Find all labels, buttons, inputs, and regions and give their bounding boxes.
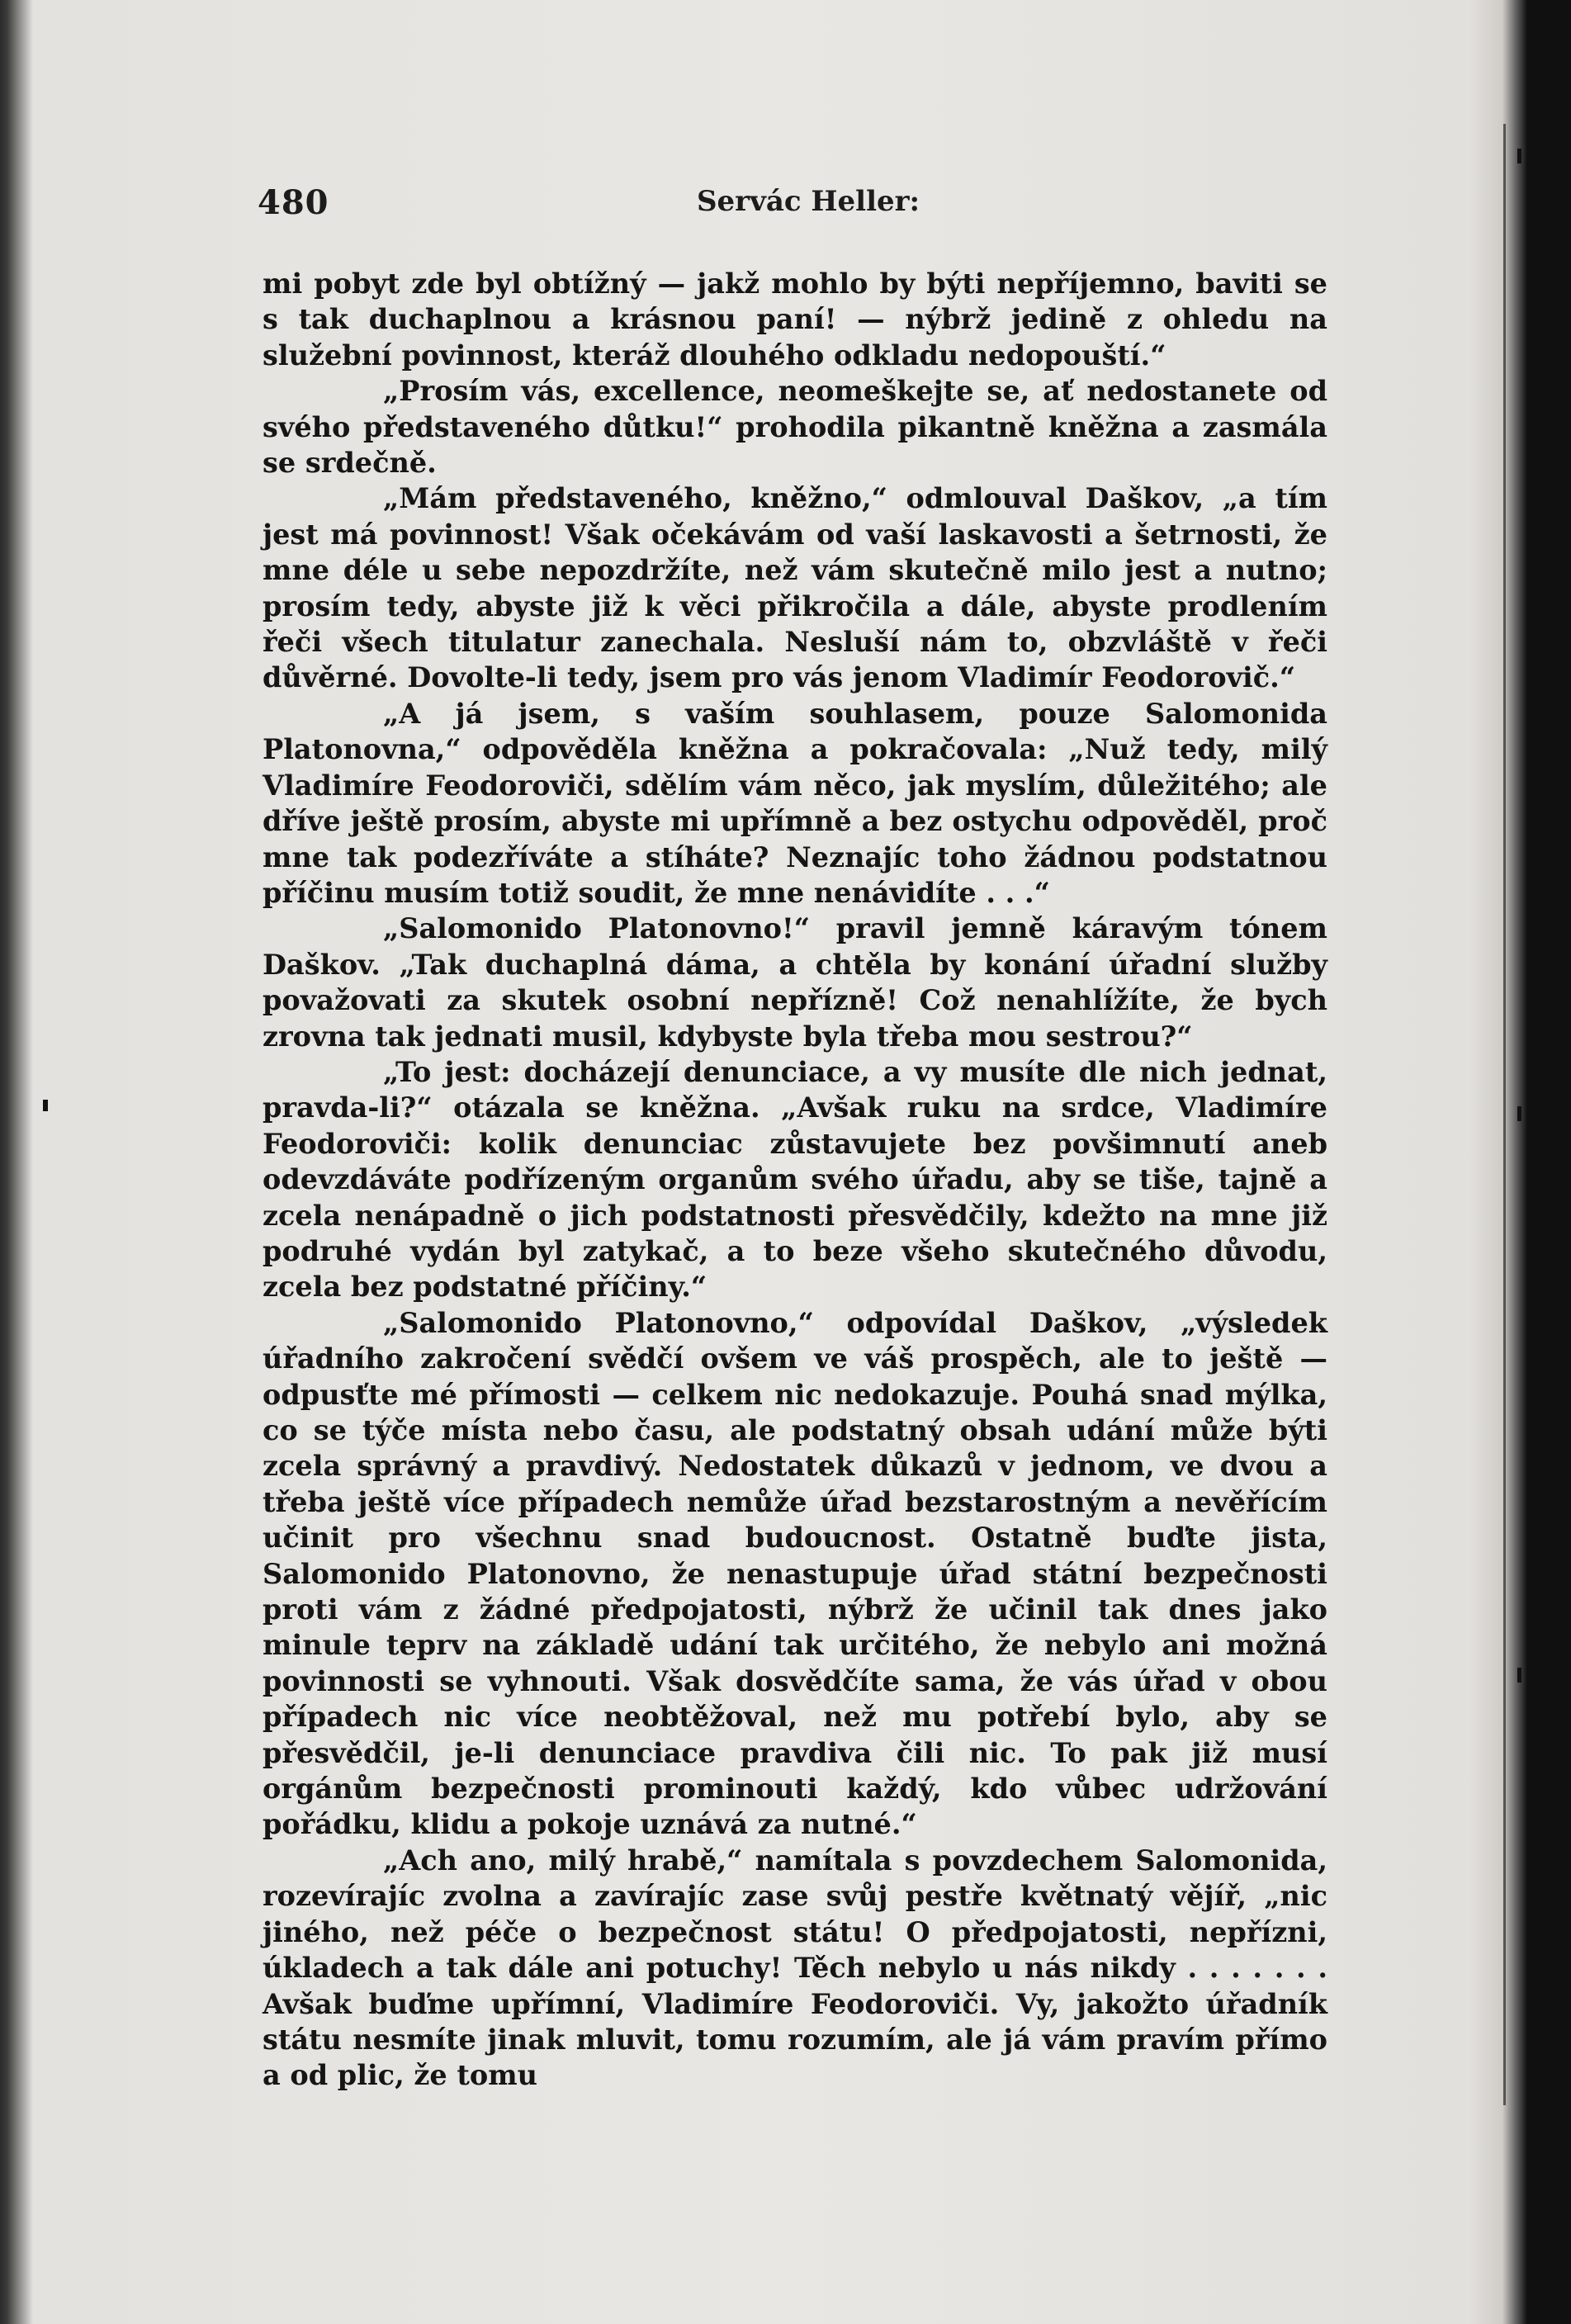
binding-mark [1517, 1106, 1521, 1121]
paragraph: „Mám představeného, kněžno,“ odmlouval Daškov, „a tím jest má povinnost! Však očekávám od vaší laskavosti a šetrnosti, že mne déle u sebe nepozdržíte, než vám skutečně milo jest a nutno; prosím tedy, abyste již k věci přikročila a dále, abyste prodlením řeči všech titulatur zanechala. Nesluší nám to, obzvláště v řeči důvěrné. Dovolte-li tedy, jsem pro vás jenom Vladimír Feodorovič.“ [263, 482, 1327, 694]
paragraph: „A já jsem, s vaším souhlasem, pouze Salomonida Platonovna,“ odpověděla kněžna a pokračovala: „Nuž tedy, milý Vladimíre Feodoroviči, sdělím vám něco, jak myslím, důležitého; ale dříve ještě prosím, abyste mi upřímně a bez ostychu odpověděl, proč mne tak podezříváte a stíháte? Neznajíc toho žádnou podstatnou příčinu musím totiž soudit, že mne nenávidíte . . .“ [263, 697, 1327, 909]
paragraph: „Salomonido Platonovno,“ odpovídal Daškov, „výsledek úřadního zakročení svědčí ovšem ve váš prospěch, ale to ještě — odpusťte mé přímosti — celkem nic nedokazuje. Pouhá snad mýlka, co se týče místa nebo času, ale podstatný obsah udání může býti zcela správný a pravdivý. Nedostatek důkazů v jednom, ve dvou a třeba ještě více případech nemůže úřad bezstarostným a nevěřícím učinit pro všechnu snad budoucnost. Ostatně buďte jista, Salomonido Platonovno, že nenastupuje úřad státní bezpečnosti proti vám z žádné předpojatosti, nýbrž že učinil tak dnes jako minule teprv na základě udání tak určitého, že nebylo ani možná povinnosti se vyhnouti. Však dosvědčíte sama, že vás úřad v obou případech nic více neobtěžoval, než mu potřebí bylo, aby se přesvědčil, je-li denunciace pravdiva čili nic. To pak již musí orgánům bezpečnosti prominouti každý, kdo vůbec udržování pořádku, klidu a pokoje uznává za nutné.“ [263, 1306, 1327, 1841]
paragraph: „Ach ano, milý hrabě,“ namítala s povzdechem Salomonida, rozevírajíc zvolna a zavírajíc zase svůj pestře květnatý vějíř, „nic jiného, než péče o bezpečnost státu! O předpojatosti, nepřízni, úkladech a tak dále ani potuchy! Těch nebylo u nás nikdy . . . . . . . Avšak buďme upřímní, Vladimíre Feodoroviči. Vy, jakožto úřadník státu nesmíte jinak mluvit, tomu rozumím, ale já vám pravím přímo a od plic, že tomu [263, 1844, 1327, 2092]
paragraph: „Prosím vás, excellence, neomeškejte se, ať nedostanete od svého představeného důtku!“ prohodila pikantně kněžna a zasmála se srdečně. [263, 375, 1327, 480]
paragraph: „To jest: docházejí denunciace, a vy musíte dle nich jednat, pravda-li?“ otázala se kněžna. „Avšak ruku na srdce, Vladimíre Feodoroviči: kolik denunciac zůstavujete bez povšimnutí aneb odevzdáváte podřízeným organům svého úřadu, aby se tiše, tajně a zcela nenápadně o jich podstatnosti přesvědčily, kdežto na mne již podruhé vydán byl zatykač, a to beze všeho skutečného důvodu, zcela bez podstatné příčiny.“ [263, 1055, 1327, 1304]
running-title: Servác Heller: [697, 185, 920, 218]
paragraph: „Salomonido Platonovno!“ pravil jemně káravým tónem Daškov. „Tak duchaplná dáma, a chtěla by konání úřadní služby považovati za skutek osobní nepřízně! Což nenahlížíte, že bych zrovna tak jednati musil, kdybyste byla třeba mou sestrou?“ [263, 912, 1327, 1053]
body-text [263, 266, 1327, 2094]
binding-mark [1517, 149, 1521, 163]
paragraph: mi pobyt zde byl obtížný — jakž mohlo by býti nepříjemno, baviti se s tak duchaplnou a krásnou paní! — nýbrž jedině z ohledu na služební povinnost, kteráž dlouhého odkladu nedopouští.“ [263, 267, 1327, 372]
margin-speck [43, 1100, 48, 1111]
page-number: 480 [258, 183, 329, 222]
running-head [258, 183, 1331, 233]
binding-mark [1517, 1668, 1521, 1683]
